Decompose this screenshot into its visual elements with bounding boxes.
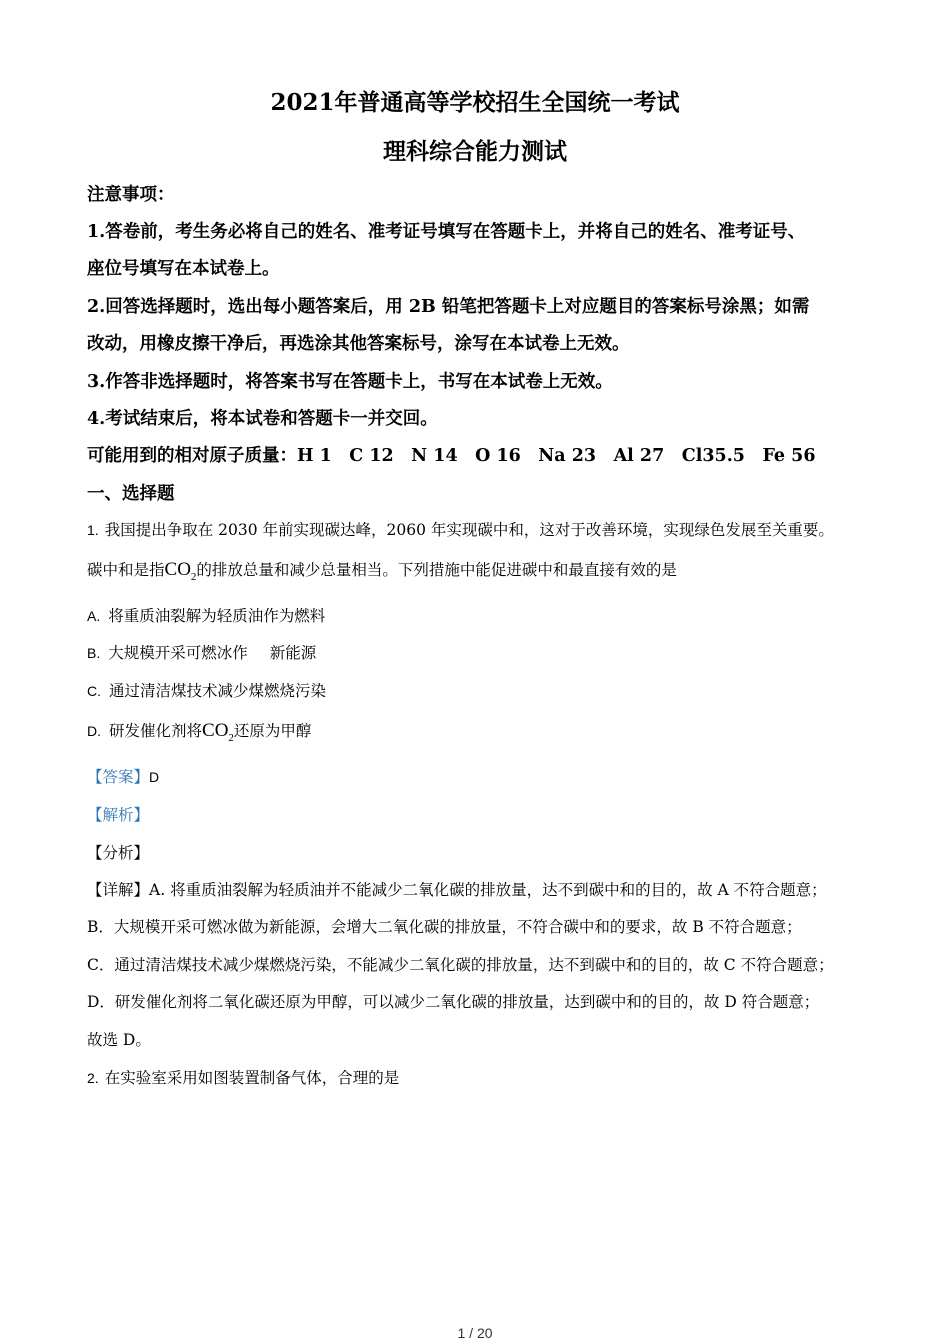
q1-stem-line-2 [87, 558, 870, 583]
q2-stem [87, 1066, 870, 1088]
q1-detail-line-4: D．研发催化剂将二氧化碳还原为甲醇，可以减少二氧化碳的排放量，达到碳中和的目的，故 D 符合题意； [87, 993, 820, 1011]
q1-fenxi-label: 【分析】 [87, 844, 150, 862]
q1-answer [87, 765, 870, 787]
formula-main: CO [164, 559, 191, 580]
q1-number: 1. [87, 522, 99, 538]
option-letter: B. [87, 645, 101, 661]
detail-text: A. 将重质油裂解为轻质油并不能减少二氧化碳的排放量，达不到碳中和的目的，故 A 不符合题意； [149, 881, 827, 899]
exam-subtitle: 理科综合能力测试 [383, 138, 567, 165]
notice-item-1-line-2: 座位号填写在本试卷上。 [87, 259, 280, 279]
option-text: 通过清洁煤技术减少煤燃烧污染 [109, 682, 327, 700]
page-indicator: 1 / 20 [457, 1325, 493, 1341]
exam-title: 2021年普通高等学校招生全国统一考试 [270, 89, 680, 116]
q1-detail-line-3: C．通过清洁煤技术减少煤燃烧污染，不能减少二氧化碳的排放量，达不到碳中和的目的，故 C 不符合题意； [87, 956, 834, 974]
notice-item-4: 4.考试结束后，将本试卷和答题卡一并交回。 [87, 409, 438, 429]
notice-item-2-line-1: 2.回答选择题时，选出每小题答案后，用 2B 铅笔把答题卡上对应题目的答案标号涂黑；如需 [87, 297, 810, 317]
q1-detail-line-5: 故选 D。 [87, 1031, 151, 1049]
detail-label: 【详解】 [87, 881, 150, 899]
co2-formula [202, 720, 234, 744]
section-title: 一、选择题 [87, 484, 175, 504]
option-letter: C. [87, 683, 101, 699]
q1-analysis-label: 【解析】 [87, 806, 150, 824]
formula-sub: 2 [228, 731, 234, 744]
formula-sub: 2 [190, 570, 197, 583]
answer-value: D [149, 769, 160, 785]
option-letter: A. [87, 608, 101, 624]
notice-item-1-line-1: 1.答卷前，考生务必将自己的姓名、准考证号填写在答题卡上，并将自己的姓名、准考证号、 [87, 222, 806, 242]
answer-label: 【答案】 [87, 768, 150, 786]
formula-main: CO [202, 720, 229, 741]
q1-stem-line-1 [87, 518, 870, 540]
q1-stem-post: 的排放总量和减少总量相当。下列措施中能促进碳中和最直接有效的是 [196, 561, 677, 579]
option-text-after-gap: 新能源 [269, 644, 317, 662]
q1-stem-text-1: 我国提出争取在 2030 年前实现碳达峰，2060 年实现碳中和，这对于改善环境，实现绿色发展至关重要。 [104, 521, 834, 539]
option-letter: D. [87, 723, 101, 739]
q2-number: 2. [87, 1070, 99, 1086]
notice-item-2-line-2: 改动，用橡皮擦干净后，再选涂其他答案标号，涂写在本试卷上无效。 [87, 334, 630, 354]
notice-heading: 注意事项： [87, 185, 175, 205]
q1-option-a [87, 604, 870, 626]
q1-option-c [87, 679, 870, 701]
co2-formula [164, 559, 197, 583]
option-text-post: 还原为甲醇 [233, 722, 312, 740]
q1-detail-line-2: B．大规模开采可燃冰做为新能源，会增大二氧化碳的排放量，不符合碳中和的要求，故 B 不符合题意； [87, 918, 802, 936]
q1-detail-line-1 [87, 878, 870, 900]
option-text: 大规模开采可燃冰作 [108, 644, 248, 662]
atomic-masses: 可能用到的相对原子质量：H 1 C 12 N 14 O 16 Na 23 Al 27 Cl35.5 Fe 56 [87, 446, 816, 466]
q1-stem-pre: 碳中和是指 [87, 561, 165, 579]
notice-item-3: 3.作答非选择题时，将答案书写在答题卡上，书写在本试卷上无效。 [87, 372, 613, 392]
option-text: 将重质油裂解为轻质油作为燃料 [108, 607, 326, 625]
q1-option-d [87, 719, 870, 744]
q2-stem-text: 在实验室采用如图装置制备气体，合理的是 [104, 1069, 400, 1087]
option-text-pre: 研发催化剂将 [109, 722, 203, 740]
q1-option-b [87, 641, 870, 663]
